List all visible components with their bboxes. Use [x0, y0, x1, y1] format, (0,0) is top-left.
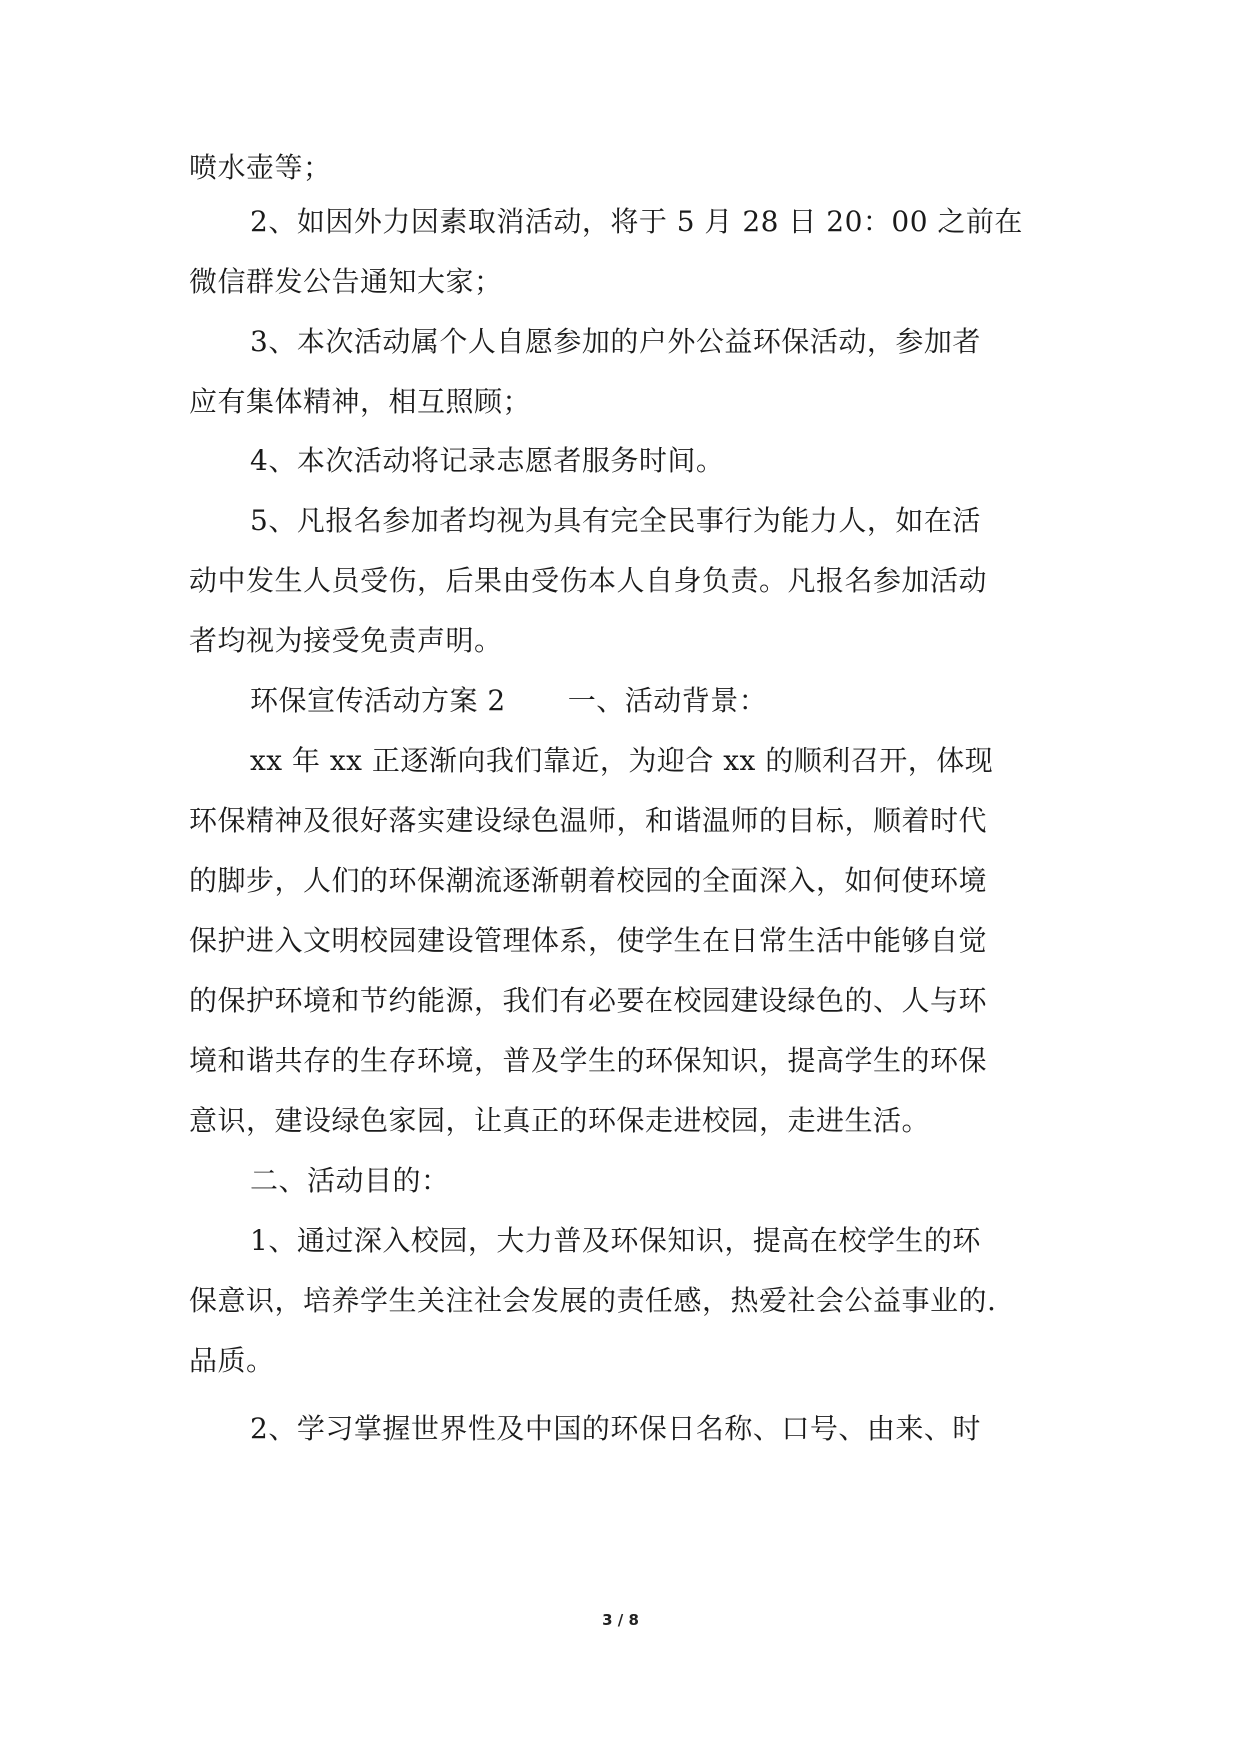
text-line: 者均视为接受免责声明。	[189, 624, 503, 657]
page-number: 3 / 8	[602, 1611, 639, 1629]
text-line: 应有集体精神，相互照顾；	[189, 385, 532, 418]
text-line: 意识，建设绿色家园，让真正的环保走进校园，走进生活。	[189, 1104, 931, 1137]
text-line: 保意识，培养学生关注社会发展的责任感，热爱社会公益事业的.	[189, 1284, 997, 1317]
text-line: 微信群发公告通知大家；	[189, 265, 503, 298]
text-line: 5、凡报名参加者均视为具有完全民事行为能力人，如在活	[250, 504, 981, 537]
text-line: 的保护环境和节约能源，我们有必要在校园建设绿色的、人与环	[189, 984, 988, 1017]
text-line: 二、活动目的：	[250, 1164, 450, 1197]
text-line: 保护进入文明校园建设管理体系，使学生在日常生活中能够自觉	[189, 924, 988, 957]
text-line: xx 年 xx 正逐渐向我们靠近，为迎合 xx 的顺利召开，体现	[250, 744, 994, 777]
text-line: 动中发生人员受伤，后果由受伤本人自身负责。凡报名参加活动	[189, 564, 988, 597]
text-line: 的脚步，人们的环保潮流逐渐朝着校园的全面深入，如何使环境	[189, 864, 988, 897]
text-line: 喷水壶等；	[189, 151, 332, 184]
text-line: 环保精神及很好落实建设绿色温师，和谐温师的目标，顺着时代	[189, 804, 988, 837]
section-heading: 一、活动背景：	[567, 684, 768, 717]
text-line: 境和谐共存的生存环境，普及学生的环保知识，提高学生的环保	[189, 1044, 988, 1077]
text-line: 4、本次活动将记录志愿者服务时间。	[250, 444, 725, 477]
text-line: 品质。	[189, 1344, 275, 1377]
text-line: 2、如因外力因素取消活动，将于 5 月 28 日 20：00 之前在	[250, 205, 1023, 238]
text-line: 1、通过深入校园，大力普及环保知识，提高在校学生的环	[250, 1224, 981, 1257]
text-line: 2、学习掌握世界性及中国的环保日名称、口号、由来、时	[250, 1412, 981, 1445]
section-title: 环保宣传活动方案 2	[250, 684, 506, 717]
section-header-line	[250, 681, 1060, 721]
text-line: 3、本次活动属个人自愿参加的户外公益环保活动，参加者	[250, 325, 981, 358]
